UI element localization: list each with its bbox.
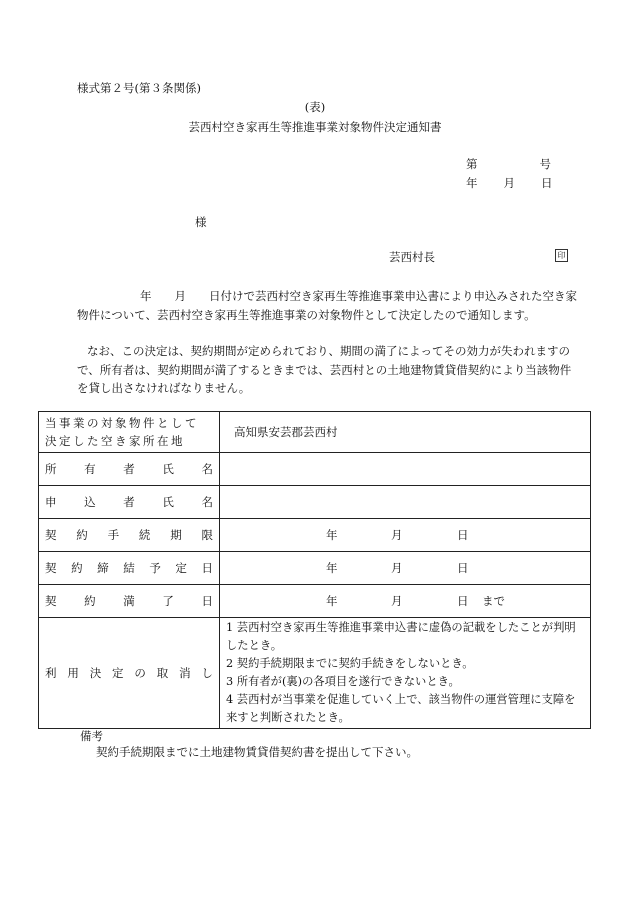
label-char: 契 [45,561,57,575]
label-char: 約 [71,561,83,575]
label-char: 所 [45,462,57,476]
label-char: 予 [149,561,161,575]
applicant-name-value [220,486,591,519]
table-row [39,618,591,729]
label-char: 申 [45,495,57,509]
label-char: 取 [156,666,169,680]
label-char: 限 [201,528,213,542]
label-char: 結 [123,561,135,575]
table-row [39,453,591,486]
label-char: 約 [76,528,88,542]
label-char: 決 [89,666,102,680]
label-char: 定 [112,666,124,680]
label-char: 手 [107,528,120,542]
label-char: 締 [97,561,109,575]
label-char: 了 [162,594,174,608]
label-char: 約 [84,594,96,608]
row-label-cancellation [39,618,220,729]
label-char: 者 [123,495,135,509]
label-char: 契 [45,594,57,608]
label-char: 日 [201,594,213,608]
label-char: 有 [84,462,96,476]
label-char: 消 [179,666,191,680]
label-char: 契 [45,528,57,542]
form-number-label: 様式第２号(第３条関係) [77,81,201,95]
table-row [39,519,591,552]
row-label-owner-name [39,453,220,486]
row-label-expiry-date [39,585,220,618]
row-label-applicant-name [39,486,220,519]
label-char: 定 [175,561,187,575]
notice-paragraph-2: なお、この決定は、契約期間が定められており、期間の満了によってその効力が失われますので、所有者は、契約期間が満了するときまでは、芸西村との土地建物賃貸借契約により当該物件を貸し出さなければなりません。 [77,344,572,396]
procedure-deadline-value: 年 月 日 [220,519,591,552]
label-char: 続 [138,528,151,542]
label-char: 日 [201,561,213,575]
document-title: 芸西村空き家再生等推進事業対象物件決定通知書 [188,120,442,134]
label-char: 用 [67,666,79,680]
label-char: 込 [84,495,96,509]
cancellation-conditions [220,618,591,729]
table-row [39,552,591,585]
label-char: の [134,666,146,680]
label-char: 満 [123,594,135,608]
label-char: 期 [170,528,182,542]
table-row [39,585,591,618]
contract-date-value: 年 月 日 [220,552,591,585]
issue-date-line: 年 月 日 [466,176,553,190]
document-number-line: 第 号 [466,157,551,171]
list-item: 2 契約手続期限までに契約手続きをしないとき。 [226,657,474,670]
addressee-suffix: 様 [195,215,207,229]
label-char: 名 [201,462,213,476]
label-char: 利 [45,666,57,680]
location-value: 高知県安芸郡芸西村 [220,412,591,453]
label-char: 名 [201,495,213,509]
row-label-procedure-deadline [39,519,220,552]
table-row [39,486,591,519]
seal-mark: 印 [555,249,568,262]
notice-table [38,411,591,729]
list-item: 4 芸西村が当事業を促進していく上で、該当物件の運営管理に支障を来すと判断されたとき。 [226,693,576,724]
label-char: し [201,666,213,680]
remarks-text: 契約手続期限までに土地建物賃貸借契約書を提出して下さい。 [96,745,418,759]
label-char: 氏 [162,495,174,509]
label-char: 者 [123,462,135,476]
front-side-label: (表) [304,100,326,114]
table-row [39,412,591,453]
label-char: 氏 [162,462,174,476]
row-label-location: 当事業の対象物件として 決定した空き家所在地 [39,412,220,453]
sender-name: 芸西村長 [389,250,435,264]
list-item: 1 芸西村空き家再生等推進事業申込書に虚偽の記載をしたことが判明したとき。 [226,621,576,652]
remarks-title: 備考 [80,729,103,743]
row-label-contract-date [39,552,220,585]
expiry-date-value: 年 月 日 まで [220,585,591,618]
list-item: 3 所有者が(裏)の各項目を遂行できないとき。 [226,675,460,688]
notice-paragraph: 年 月 日付けで芸西村空き家再生等推進事業申込書により申込みされた空き家物件について、芸西村空き家再生等推進事業の対象物件として決定したので通知します。 [77,289,577,322]
owner-name-value [220,453,591,486]
